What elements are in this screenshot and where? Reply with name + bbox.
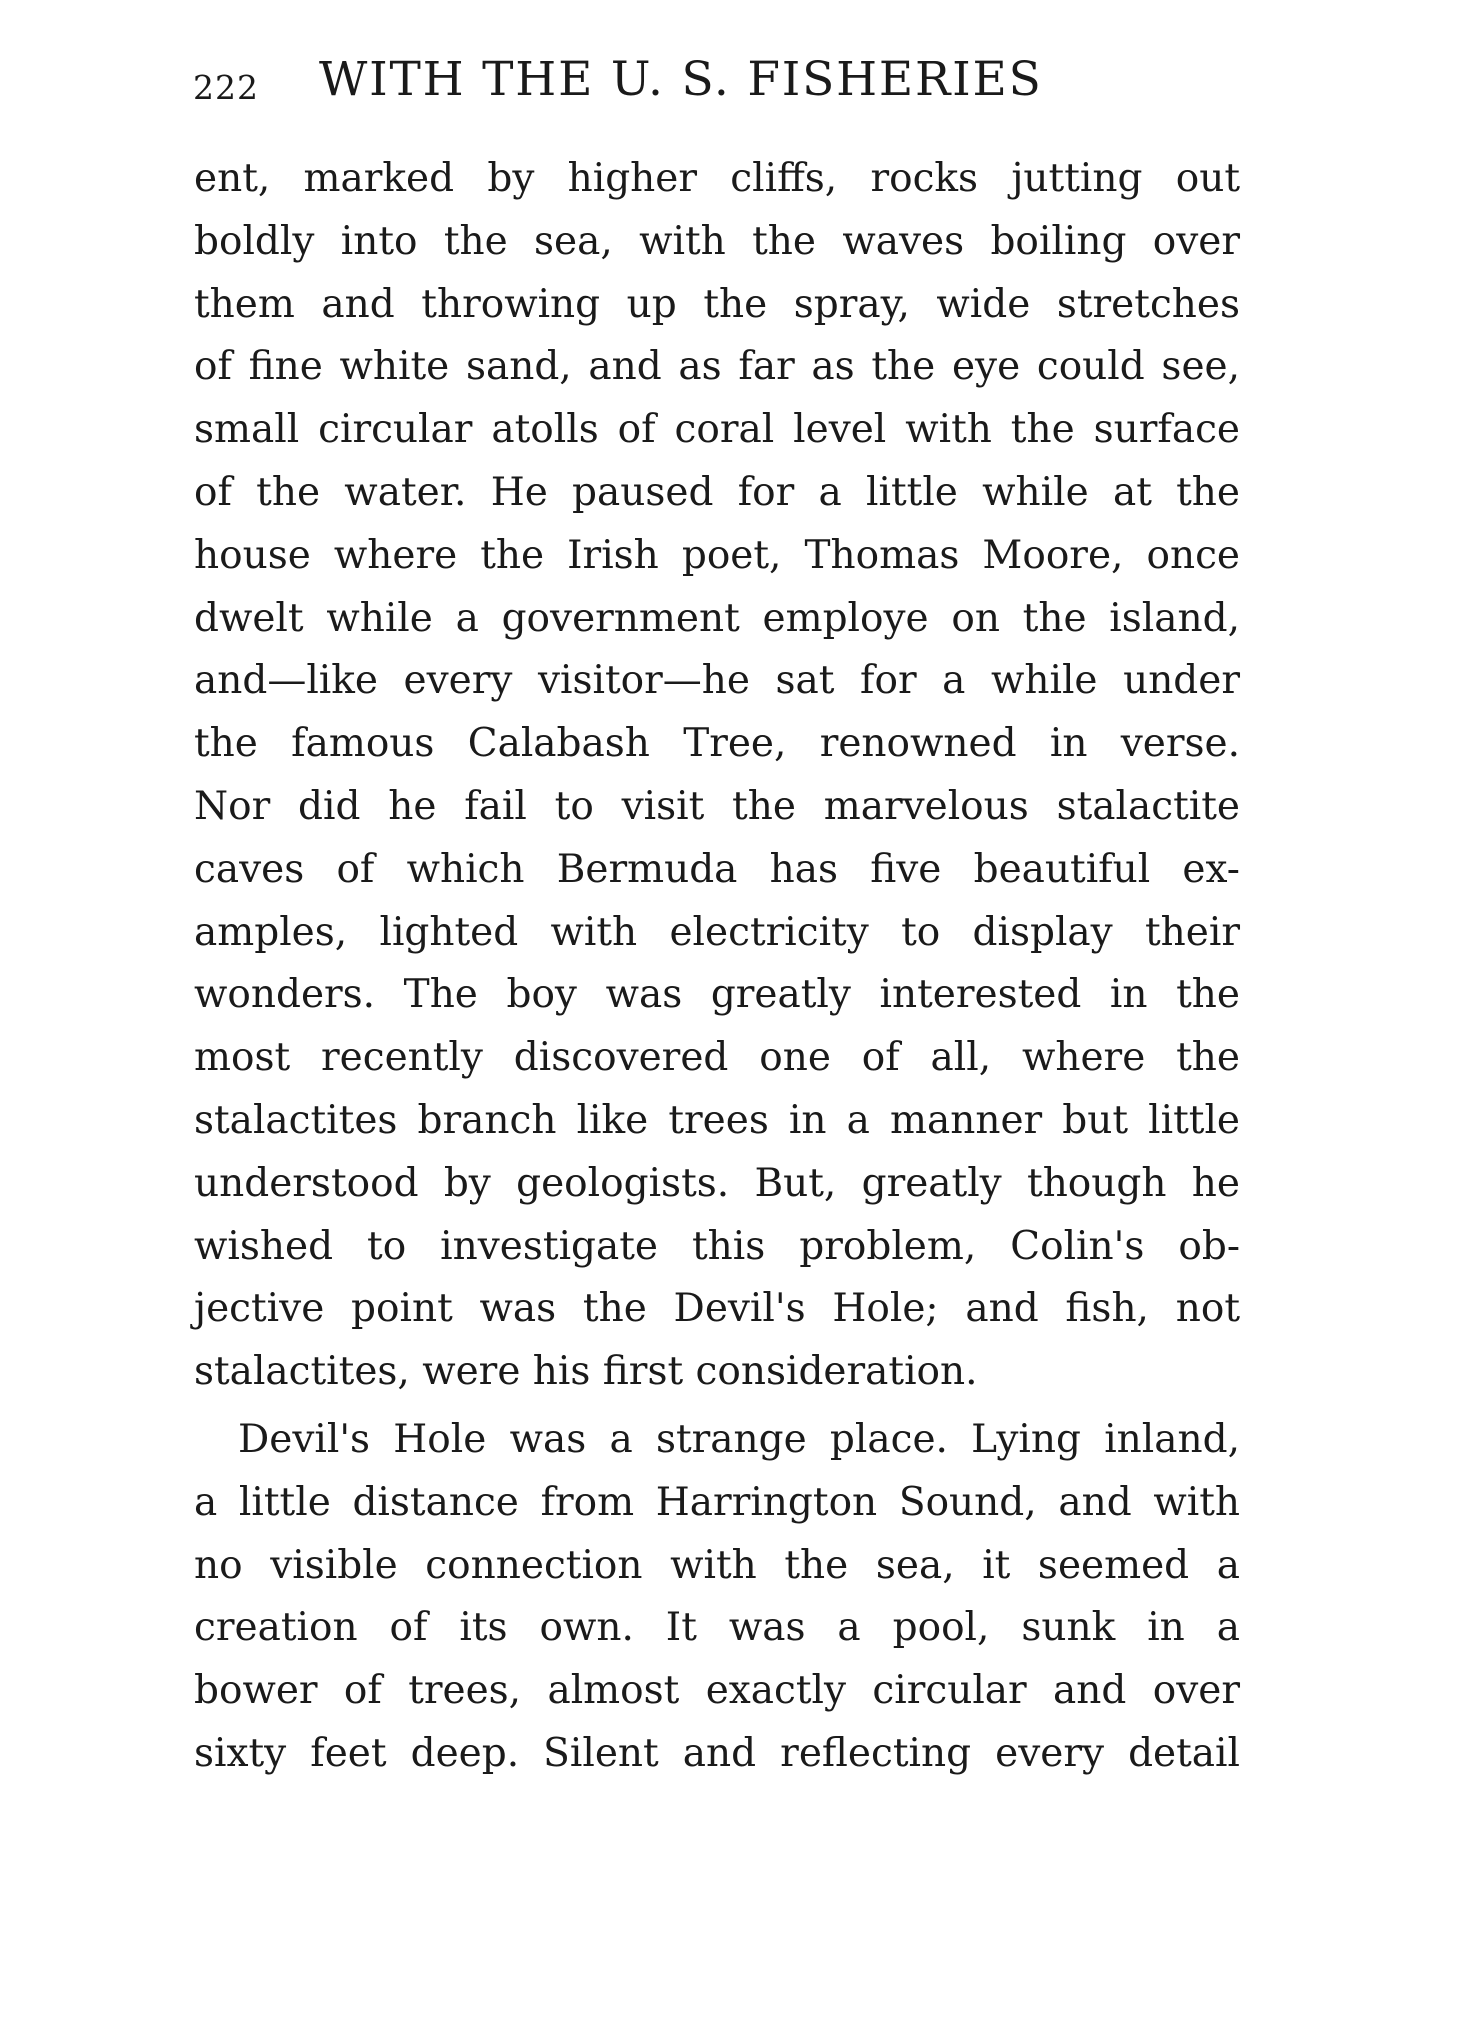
- text-line: boldly into the sea, with the waves boiling over: [194, 218, 1240, 264]
- text-line: no visible connection with the sea, it seemed a: [194, 1542, 1240, 1588]
- text-line: amples, lighted with electricity to display their: [194, 909, 1240, 955]
- text-line: stalactites, were his first consideration.: [194, 1349, 978, 1395]
- text-line: creation of its own. It was a pool, sunk in a: [194, 1605, 1240, 1651]
- text-line: caves of which Bermuda has five beautiful ex-: [194, 846, 1240, 892]
- text-line: understood by geologists. But, greatly though he: [194, 1160, 1240, 1206]
- running-title: WITH THE U. S. FISHERIES: [319, 52, 1043, 107]
- text-line: stalactites branch like trees in a manner but little: [194, 1097, 1240, 1143]
- paragraph-2: [194, 1409, 1240, 1786]
- text-line: most recently discovered one of all, where the: [194, 1035, 1240, 1081]
- text-line: them and throwing up the spray, wide stretches: [194, 281, 1240, 327]
- text-line: Devil's Hole was a strange place. Lying inland,: [238, 1416, 1240, 1462]
- text-line: ent, marked by higher cliffs, rocks jutting out: [194, 156, 1240, 201]
- running-header: [193, 52, 1243, 112]
- text-line: of fine white sand, and as far as the eye could see,: [194, 344, 1240, 390]
- text-line: jective point was the Devil's Hole; and fish, not: [194, 1286, 1240, 1332]
- text-line: the famous Calabash Tree, renowned in verse.: [194, 721, 1240, 767]
- text-line: bower of trees, almost exactly circular and over: [194, 1668, 1240, 1714]
- text-line: small circular atolls of coral level with the surface: [194, 407, 1240, 453]
- text-line: wonders. The boy was greatly interested in the: [194, 972, 1240, 1018]
- body-text: [194, 148, 1240, 1786]
- text-line: wished to investigate this problem, Colin's ob-: [194, 1223, 1240, 1269]
- paragraph-1: [194, 148, 1240, 1404]
- text-line: house where the Irish poet, Thomas Moore, once: [194, 532, 1240, 578]
- text-line: dwelt while a government employe on the island,: [194, 595, 1240, 641]
- text-line: Nor did he fail to visit the marvelous stalactite: [194, 783, 1240, 829]
- page-number: 222: [193, 68, 259, 107]
- text-line: sixty feet deep. Silent and reflecting every detail: [194, 1730, 1240, 1776]
- text-line: and—like every visitor—he sat for a while under: [194, 658, 1240, 704]
- text-line: of the water. He paused for a little while at the: [194, 469, 1240, 515]
- text-line: a little distance from Harrington Sound, and with: [194, 1479, 1240, 1525]
